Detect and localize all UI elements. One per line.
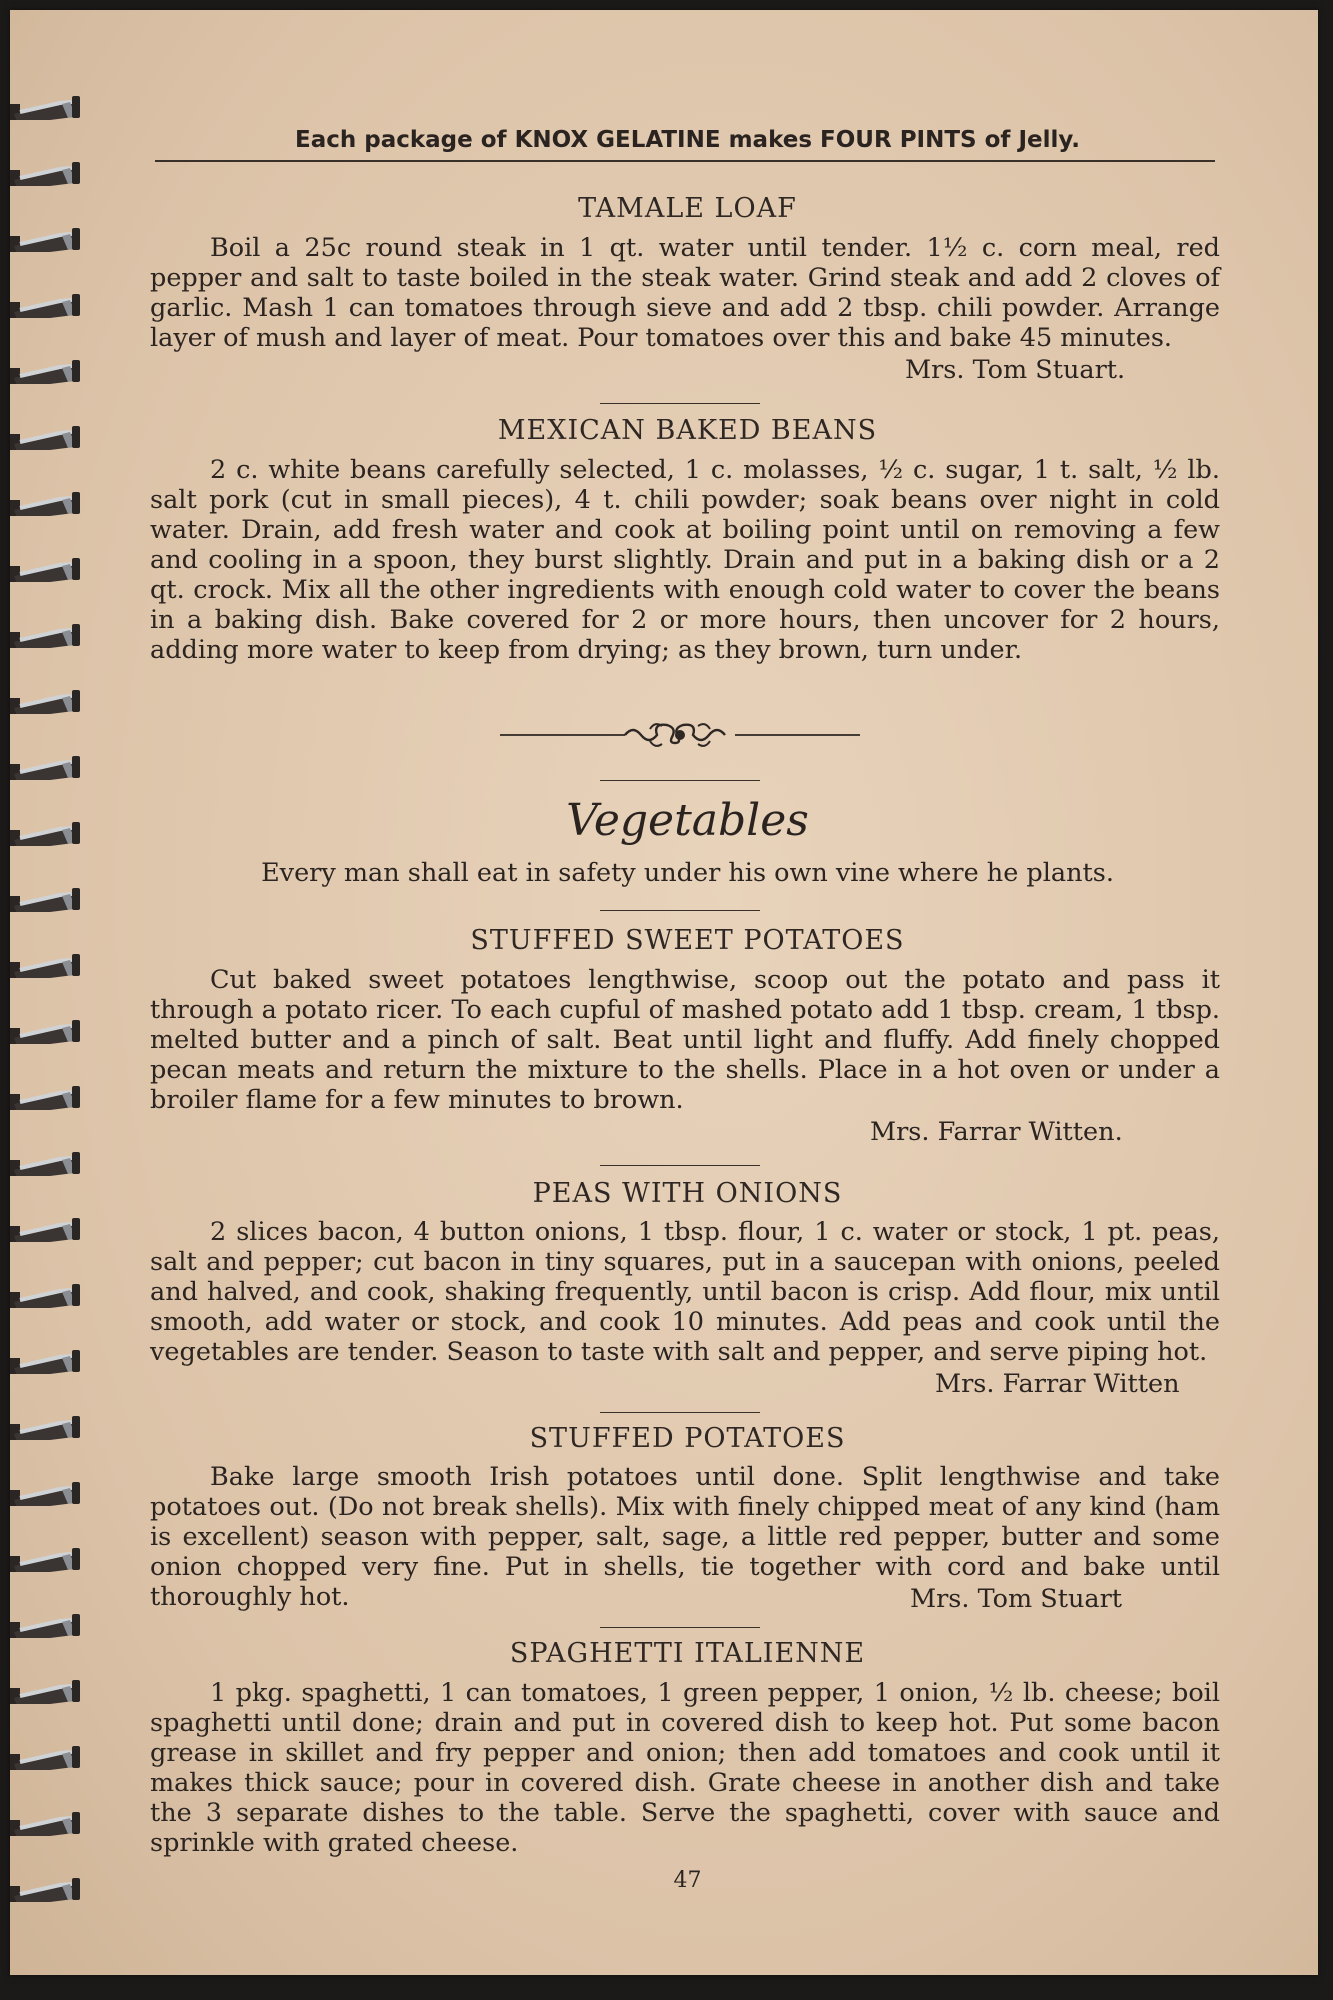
binding-coil: [10, 156, 92, 186]
binding-coil: [10, 618, 92, 648]
divider: [600, 910, 760, 911]
recipe-author-peas-with-onions: Mrs. Farrar Witten: [935, 1369, 1180, 1399]
binding-coil: [10, 1278, 92, 1308]
divider: [600, 403, 760, 404]
binding-coil: [10, 948, 92, 978]
binding-coil: [10, 1146, 92, 1176]
binding-coil: [10, 552, 92, 582]
binding-coil: [10, 1872, 92, 1902]
binding-coil: [10, 90, 92, 120]
binding-coil: [10, 288, 92, 318]
recipe-text-peas-with-onions: 2 slices bacon, 4 button onions, 1 tbsp. flour, 1 c. water or stock, 1 pt. peas, salt and pepper; cut bacon in tiny squares, put in a saucepan with onions, peeled and halved, and cook, shaking frequently, until bacon is crisp. Add flour, mix until smooth, add water or stock, and cook 10 minutes. Add peas and cook until the vegetables are tender. Season to taste with salt and pepper, and serve piping hot.: [150, 1217, 1220, 1367]
recipe-author-stuffed-sweet-potatoes: Mrs. Farrar Witten.: [870, 1117, 1123, 1147]
recipe-title-mexican-baked-beans: MEXICAN BAKED BEANS: [497, 415, 878, 446]
binding-coil: [10, 1542, 92, 1572]
recipe-title-stuffed-potatoes: STUFFED POTATOES: [529, 1423, 846, 1454]
binding-coil: [10, 882, 92, 912]
recipe-author-tamale-loaf: Mrs. Tom Stuart.: [905, 355, 1126, 385]
divider: [600, 780, 760, 781]
binding-coil: [10, 684, 92, 714]
recipe-text-stuffed-potatoes: Bake large smooth Irish potatoes until done. Split lengthwise and take potatoes out. (Do not break shells). Mix with finely chipped meat of any kind (ham is excellent) season with pepper, salt, sage, a little red pepper, butter and some onion chopped very fine. Put in shells, tie together with cord and bake until thoroughly hot.: [150, 1462, 1220, 1612]
binding-coil: [10, 1476, 92, 1506]
recipe-text-stuffed-sweet-potatoes: Cut baked sweet potatoes lengthwise, scoop out the potato and pass it through a potato ricer. To each cupful of mashed potato add 1 tbsp. cream, 1 tbsp. melted butter and a pinch of salt. Beat until light and fluffy. Add finely chopped pecan meats and return the mixture to the shells. Place in a hot oven or under a broiler flame for a few minutes to brown.: [150, 965, 1220, 1115]
binding-coil: [10, 750, 92, 780]
binding-coil: [10, 1410, 92, 1440]
section-motto: Every man shall eat in safety under his own vine where he plants.: [261, 858, 1114, 888]
binding-coil: [10, 1344, 92, 1374]
header-rule: [155, 160, 1215, 162]
page-content: [150, 10, 1225, 1975]
page-header: Each package of KNOX GELATINE makes FOUR PINTS of Jelly.: [295, 127, 1080, 153]
recipe-text-spaghetti-italienne: 1 pkg. spaghetti, 1 can tomatoes, 1 green pepper, 1 onion, ½ lb. cheese; boil spaghetti until done; drain and put in covered dish to keep hot. Put some bacon grease in skillet and fry pepper and onion; then add tomatoes and cook until it makes thick sauce; pour in covered dish. Grate cheese in another dish and take the 3 separate dishes to the table. Serve the spaghetti, cover with sauce and sprinkle with grated cheese.: [150, 1678, 1220, 1858]
binding-coil: [10, 1674, 92, 1704]
recipe-title-tamale-loaf: TAMALE LOAF: [578, 193, 797, 224]
binding-coil: [10, 1806, 92, 1836]
recipe-author-stuffed-potatoes: Mrs. Tom Stuart: [910, 1584, 1123, 1614]
binding-coil: [10, 1740, 92, 1770]
page-number: 47: [673, 1868, 702, 1893]
binding-coil: [10, 486, 92, 516]
binding-coil: [10, 1080, 92, 1110]
binding-coil: [10, 1608, 92, 1638]
recipe-title-spaghetti-italienne: SPAGHETTI ITALIENNE: [509, 1638, 866, 1669]
ornament-divider: [500, 715, 860, 755]
binding-coil: [10, 1212, 92, 1242]
binding-coil: [10, 816, 92, 846]
recipe-text-tamale-loaf: Boil a 25c round steak in 1 qt. water until tender. 1½ c. corn meal, red pepper and salt to taste boiled in the steak water. Grind steak and add 2 cloves of garlic. Mash 1 can tomatoes through sieve and add 2 tbsp. chili powder. Arrange layer of mush and layer of meat. Pour tomatoes over this and bake 45 minutes.: [150, 233, 1220, 353]
divider: [600, 1627, 760, 1628]
binding-coil: [10, 354, 92, 384]
recipe-text-mexican-baked-beans: 2 c. white beans carefully selected, 1 c. molasses, ½ c. sugar, 1 t. salt, ½ lb. salt pork (cut in small pieces), 4 t. chili powder; soak beans over night in cold water. Drain, add fresh water and cook at boiling point until on removing a few and cooling in a spoon, they burst slightly. Drain and put in a baking dish or a 2 qt. crock. Mix all the other ingredients with enough cold water to cover the beans in a baking dish. Bake covered for 2 or more hours, then uncover for 2 hours, adding more water to keep from drying; as they brown, turn under.: [150, 455, 1220, 665]
binding-coil: [10, 1014, 92, 1044]
recipe-title-stuffed-sweet-potatoes: STUFFED SWEET POTATOES: [470, 925, 905, 956]
cookbook-page: [10, 10, 1318, 1975]
binding-coil: [10, 420, 92, 450]
section-heading: Vegetables: [566, 795, 809, 846]
binding-coil: [10, 222, 92, 252]
divider: [600, 1412, 760, 1413]
spiral-binding: [10, 90, 95, 1910]
recipe-title-peas-with-onions: PEAS WITH ONIONS: [532, 1178, 843, 1209]
divider: [600, 1165, 760, 1166]
